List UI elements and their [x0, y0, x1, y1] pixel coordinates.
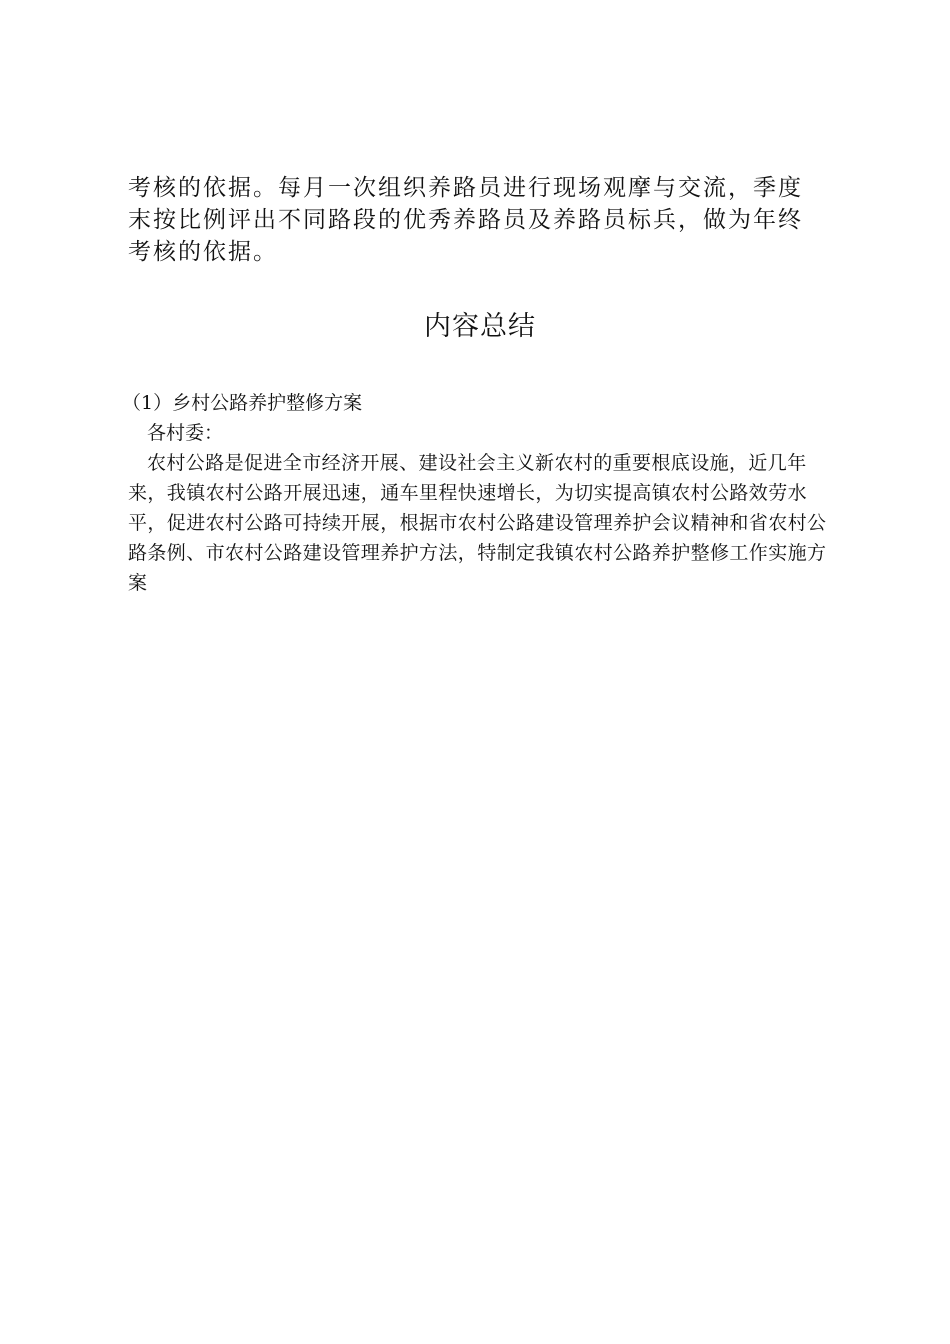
salutation: 各村委：	[147, 422, 224, 444]
summary-section	[122, 388, 836, 598]
summary-title: 内容总结	[424, 311, 536, 342]
body-paragraph: 农村公路是促进全市经济开展、建设社会主义新农村的重要根底设施，近几年来，我镇农村公路开展迅速，通车里程快速增长，为切实提高镇农村公路效劳水平，促进农村公路可持续开展，根据市农村公路建设管理养护会议精神和省农村公路条例、市农村公路建设管理养护方法，特制定我镇农村公路养护整修工作实施方案	[128, 452, 827, 594]
intro-paragraph: 考核的依据。每月一次组织养路员进行现场观摩与交流，季度末按比例评出不同路段的优秀养路员及养路员标兵，做为年终考核的依据。	[128, 175, 803, 265]
section-heading: （1）乡村公路养护整修方案	[122, 392, 363, 414]
